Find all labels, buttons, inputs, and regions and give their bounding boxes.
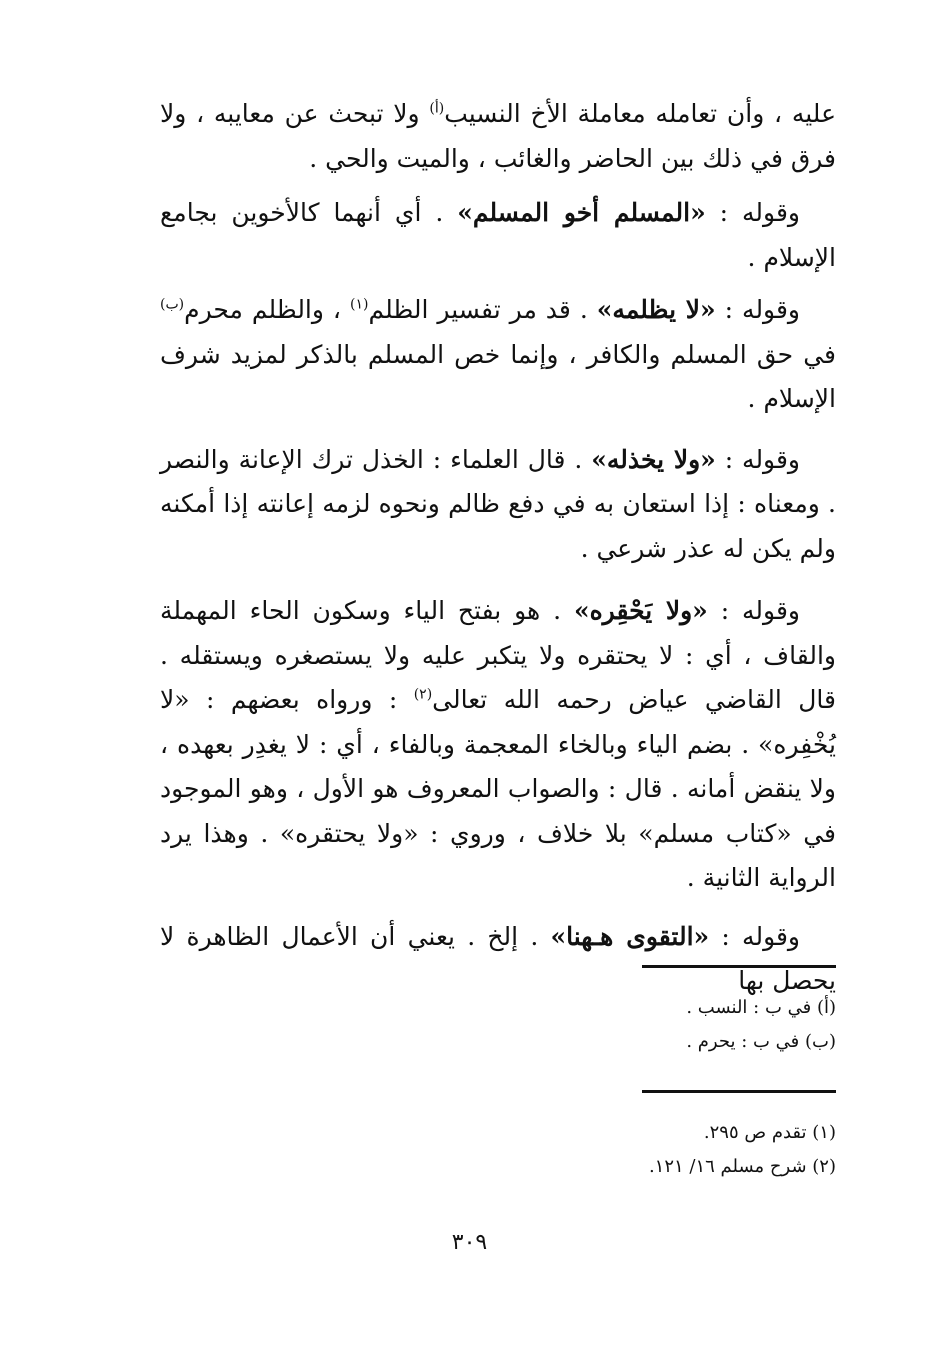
- footnote-divider-sources: [642, 1090, 836, 1093]
- source-note-1: (١) تقدم ص ٢٩٥.: [703, 1122, 836, 1143]
- text-run: . إلخ . يعني أن الأعمال الظاهرة لا يحصل بها: [160, 921, 836, 995]
- paragraph: [160, 589, 836, 901]
- text-run: ، والظلم محرم: [184, 295, 350, 324]
- text-run: وقوله :: [709, 921, 801, 951]
- text-run: في حق المسلم والكافر ، وإنما خص المسلم بالذكر لمزيد شرف الإسلام .: [160, 339, 836, 413]
- hadith-quote: «لا يظلمه»: [596, 295, 716, 324]
- hadith-quote: «المسلم أخو المسلم»: [457, 198, 706, 227]
- text-run: وقوله :: [715, 444, 800, 474]
- footnote-marker: (ب): [160, 296, 185, 313]
- text-run: . قال العلماء : الخذل ترك الإعانة والنصر . ومعناه : إذا استعان به في دفع ظالم ونحوه لزمه إعانته إذا أمكنه ولم يكن له عذر شرعي .: [160, 444, 836, 563]
- hadith-quote: «ولا يَحْقِره»: [573, 596, 708, 625]
- source-footnotes: [460, 1116, 836, 1184]
- paragraph: [160, 438, 836, 572]
- variant-footnotes: [460, 991, 836, 1059]
- footnote-marker: (أ): [429, 100, 445, 117]
- text-run: وقوله :: [705, 198, 800, 227]
- text-run: . قد مر تفسير الظلم: [368, 295, 597, 324]
- text-run: عليه ، وأن تعامله معاملة الأخ النسيب: [444, 99, 836, 128]
- variant-note-b: (ب) في ب : يحرم .: [686, 1031, 836, 1052]
- text-run: وقوله :: [715, 295, 800, 324]
- main-text: [160, 92, 836, 1004]
- page-number: ٣٠٩: [451, 1230, 488, 1255]
- variant-note-a: (أ) في ب : النسب .: [686, 997, 836, 1018]
- hadith-quote: «التقوى هـهنا»: [550, 921, 710, 951]
- text-run: : ورواه بعضهم : «لا يُخْفِره» . بضم الياء وبالخاء المعجمة وبالفاء ، أي : لا يغدِر بعهده ، ولا ينقض أمانه . قال : والصواب المعروف هو الأول ، وهو الموجود في «كتاب مسلم» بلا خلاف ، وروي : «ولا يحتقره» . وهذا يرد الرواية الثانية .: [160, 685, 836, 892]
- footnote-marker: (١): [349, 296, 369, 313]
- paragraph: [160, 288, 836, 422]
- source-note-2: (٢) شرح مسلم ١٦/ ١٢١.: [648, 1156, 836, 1177]
- paragraph: [160, 92, 836, 181]
- text-run: ولا تبحث عن معايبه ، ولا فرق في ذلك بين الحاضر والغائب ، والميت والحي .: [160, 99, 836, 173]
- footnote-divider-variants: [642, 965, 836, 968]
- hadith-quote: «ولا يخذله»: [591, 444, 716, 474]
- text-run: . أي أنهما كالأخوين بجامع الإسلام .: [160, 198, 836, 272]
- text-run: وقوله :: [707, 596, 800, 625]
- footnote-marker: (٢): [413, 686, 433, 703]
- paragraph: [160, 191, 836, 280]
- text-run: . هو بفتح الياء وسكون الحاء المهملة والقاف ، أي : لا يحتقره ولا يتكبر عليه ولا يستصغره ويستقله . قال القاضي عياض رحمه الله تعالى: [160, 596, 836, 714]
